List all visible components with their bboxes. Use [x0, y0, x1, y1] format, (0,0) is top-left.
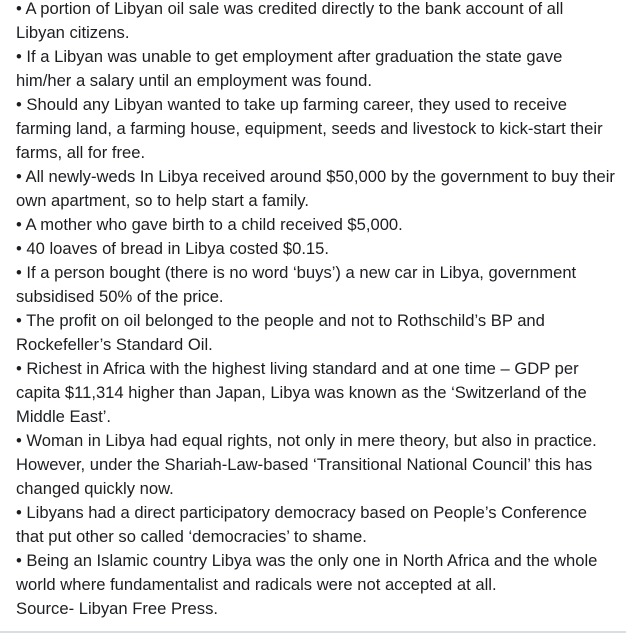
source-line: Source- Libyan Free Press.: [16, 599, 218, 618]
bullet-mother-grant: • A mother who gave birth to a child received $5,000.: [16, 215, 403, 234]
bullet-democracy: • Libyans had a direct participatory democracy based on People’s Conference that put other so called ‘democracies’ to shame.: [16, 503, 587, 546]
bullet-oil-profit: • The profit on oil belonged to the people and not to Rothschild’s BP and Rockefeller’s Standard Oil.: [16, 311, 545, 354]
bullet-islamic-country: • Being an Islamic country Libya was the only one in North Africa and the whole world where fundamentalist and radicals were not accepted at all.: [16, 551, 598, 594]
bullet-bread-price: • 40 loaves of bread in Libya costed $0.15.: [16, 239, 330, 258]
bullet-farming: • Should any Libyan wanted to take up farming career, they used to receive farming land, a farming house, equipment, seeds and livestock to kick-start their farms, all for free.: [16, 95, 603, 162]
bullet-living-standard: • Richest in Africa with the highest living standard and at one time – GDP per capita $11,314 higher than Japan, Libya was known as the ‘Switzerland of the Middle East’.: [16, 359, 587, 426]
bullet-women-rights: • Woman in Libya had equal rights, not only in mere theory, but also in practice. However, under the Shariah-Law-based ‘Transitional National Council’ this has changed quickly now.: [16, 431, 597, 498]
bullet-oil-sale: • A portion of Libyan oil sale was credited directly to the bank account of all Libyan citizens.: [16, 0, 564, 42]
post-text: [16, 0, 616, 621]
bullet-car-subsidy: • If a person bought (there is no word ‘buys’) a new car in Libya, government subsidised 50% of the price.: [16, 263, 577, 306]
bullet-unemployment-salary: • If a Libyan was unable to get employment after graduation the state gave him/her a salary until an employment was found.: [16, 47, 563, 90]
bullet-newlyweds: • All newly-weds In Libya received around $50,000 by the government to buy their own apartment, so to help start a family.: [16, 167, 615, 210]
